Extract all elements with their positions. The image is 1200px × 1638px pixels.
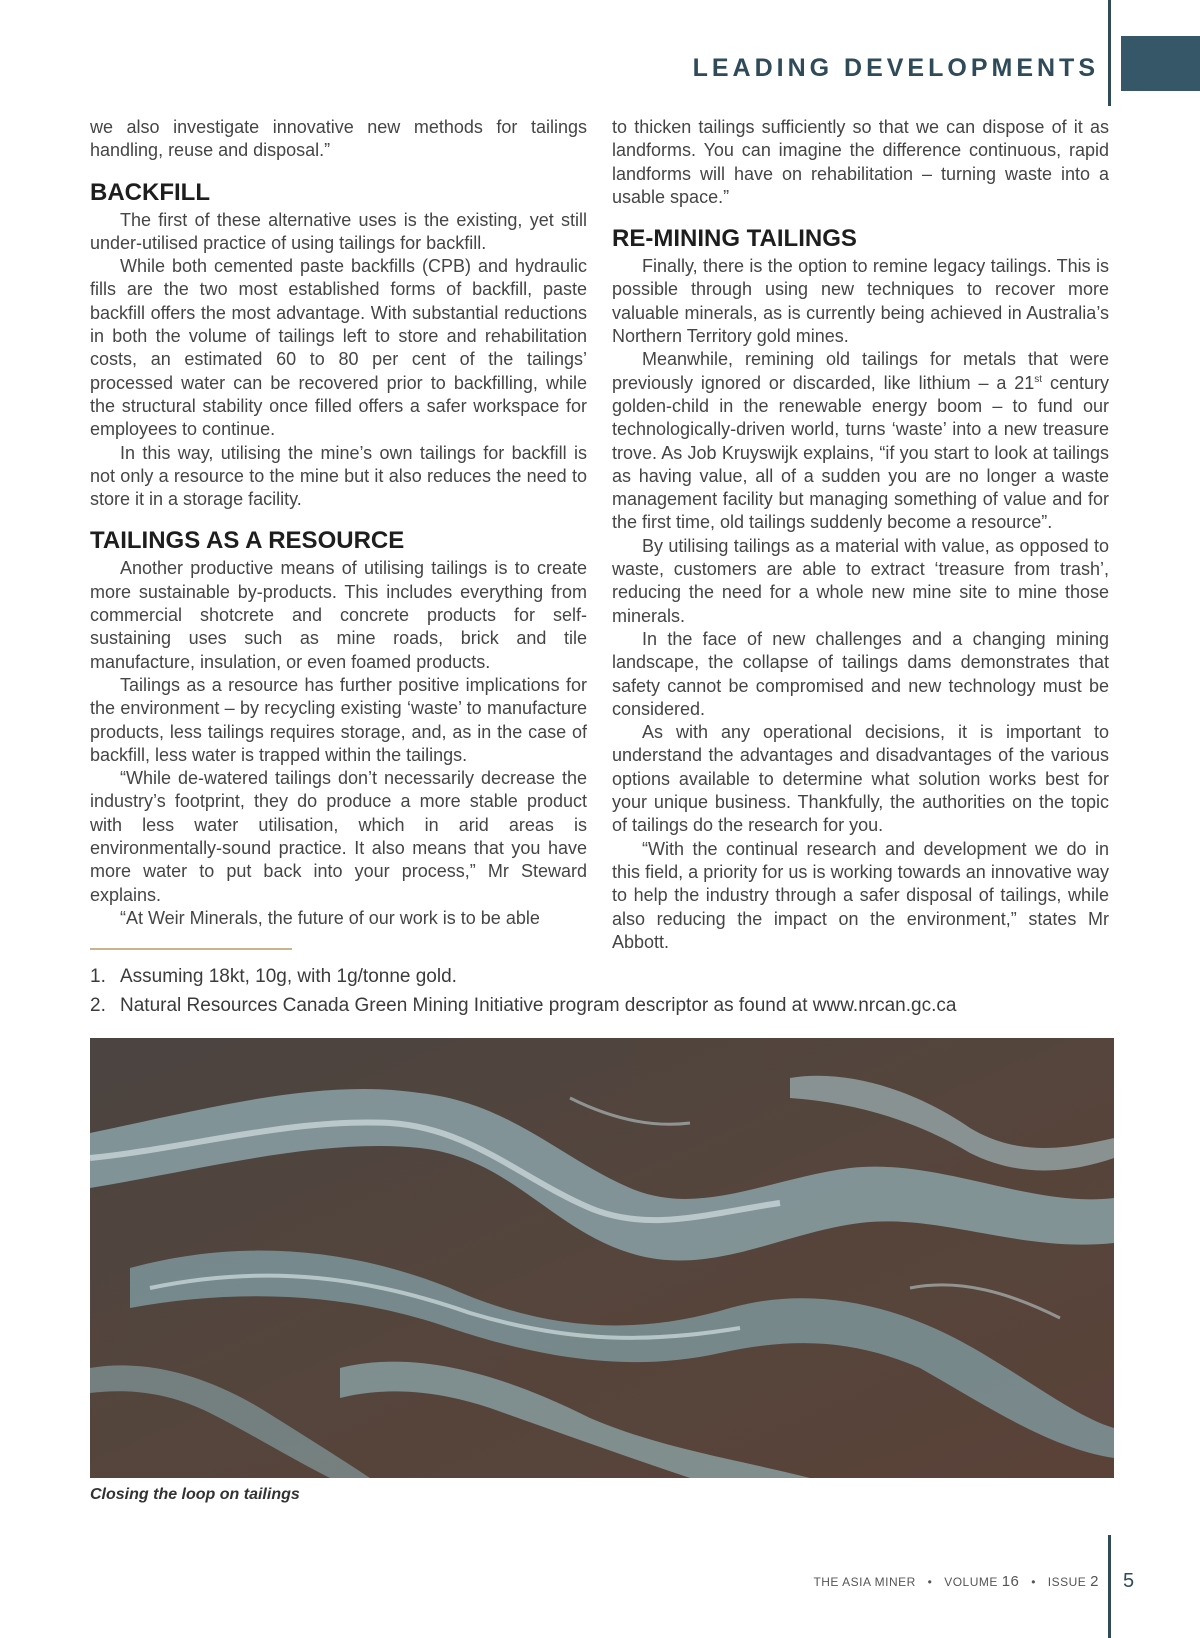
backfill-paragraph-3: In this way, utilising the mine’s own tailings for backfill is not only a resource to the mine but it also reduces the need to store it in a storage facility. [90, 442, 587, 510]
remining-paragraph-6: “With the continual research and development we do in this field, a priority for us is working towards an innovative way to help the industry through a safer disposal of tailings, while also reducing the impact on the environment,” states Mr Abbott. [612, 838, 1109, 952]
issue-number: 2 [1090, 1573, 1099, 1590]
aerial-landscape-illustration [90, 1038, 1114, 1478]
right-column [612, 116, 1109, 954]
header-vertical-rule [1108, 0, 1111, 106]
publication-name: THE ASIA MINER [813, 1575, 916, 1589]
remining-paragraph-5: As with any operational decisions, it is important to understand the advantages and disadvantages of the various options available to determine what solution works best for your unique business. Thankfully, the authorities on the topic of tailings do the research for you. [612, 722, 1109, 836]
remining-paragraph-3: By utilising tailings as a material with value, as opposed to waste, customers are able to extract ‘treasure from trash’, reducing the need for a whole new mine site to mine those minerals. [612, 535, 1109, 626]
left-column [90, 116, 587, 930]
remining-paragraph-4: In the face of new challenges and a changing mining landscape, the collapse of tailings dams demonstrates that safety cannot be compromised and new technology must be considered. [612, 628, 1109, 719]
footnote-item [90, 991, 956, 1020]
backfill-paragraph-1: The first of these alternative uses is the existing, yet still under-utilised practice of using tailings for backfill. [90, 209, 587, 253]
footnote-number: 2. [90, 995, 106, 1016]
right-intro-paragraph: to thicken tailings sufficiently so that we can dispose of it as landforms. You can imagine the difference continuous, rapid landforms will have on rehabilitation – turning waste into a usable space.” [612, 117, 1109, 207]
ordinal-suffix: st [1034, 373, 1043, 385]
remining-heading: RE-MINING TAILINGS [612, 225, 857, 253]
resource-paragraph-3: “While de-watered tailings don’t necessarily decrease the industry’s footprint, they do produce a more stable product with less water utilisation, which in arid areas is environmentally-sound practice. It also means that you have more water to put back into your process,” Mr Steward explains. [90, 768, 587, 905]
footnote-number: 1. [90, 966, 106, 987]
remining-p2-part-a: Meanwhile, remining old tailings for metals that were previously ignored or discarded, like lithium – a 21 [612, 349, 1109, 393]
footnote-divider [90, 948, 292, 950]
remining-paragraph-2 [612, 348, 1109, 534]
resource-heading: TAILINGS AS A RESOURCE [90, 527, 405, 555]
resource-paragraph-2: Tailings as a resource has further positive implications for the environment – by recycling existing ‘waste’ to manufacture products, less tailings requires storage, and, as in the case of backfill, less water is trapped within the tailings. [90, 674, 587, 765]
footer-vertical-rule [1108, 1535, 1111, 1638]
tailings-aerial-photo [90, 1038, 1114, 1478]
remining-paragraph-1: Finally, there is the option to remine legacy tailings. This is possible through using new techniques to recover more valuable minerals, as is currently being achieved in Australia’s Northern Territory gold mines. [612, 256, 1109, 347]
resource-paragraph-1: Another productive means of utilising tailings is to create more sustainable by-products. This includes everything from commercial shotcrete and concrete products for self-sustaining uses such as mine roads, brick and tile manufacture, insulation, or even foamed products. [90, 558, 587, 672]
photo-caption: Closing the loop on tailings [90, 1486, 300, 1503]
page-footer [813, 1573, 1099, 1590]
issue-label: ISSUE [1047, 1575, 1087, 1589]
footer-separator: • [927, 1575, 933, 1589]
backfill-paragraph-2: While both cemented paste backfills (CPB) and hydraulic fills are the two most established forms of backfill, paste backfill offers the most advantage. With substantial reductions in both the volume of tailings left to store and rehabilitation costs, an estimated 60 to 80 per cent of the tailings’ processed water can be recovered prior to backfilling, while the structural stability once filled offers a safer workspace for employees to continue. [90, 256, 587, 440]
footnote-list [90, 962, 956, 1020]
footnote-text: Natural Resources Canada Green Mining Initiative program descriptor as found at www.nrcan.gc.ca [120, 995, 957, 1016]
footer-separator: • [1031, 1575, 1036, 1589]
backfill-heading: BACKFILL [90, 178, 210, 206]
resource-paragraph-4: “At Weir Minerals, the future of our work is to be able [120, 907, 540, 928]
footnote-item [90, 962, 956, 991]
section-tab [1121, 36, 1200, 91]
volume-number: 16 [1001, 1573, 1020, 1590]
page-number: 5 [1123, 1570, 1135, 1592]
left-intro-paragraph: we also investigate innovative new methods for tailings handling, reuse and disposal.” [90, 117, 587, 161]
footnote-text: Assuming 18kt, 10g, with 1g/tonne gold. [120, 966, 457, 987]
section-title: LEADING DEVELOPMENTS [692, 54, 1099, 82]
volume-label: VOLUME [944, 1575, 998, 1589]
remining-p2-part-b: century golden-child in the renewable energy boom – to fund our technologically-driven world, turns ‘waste’ into a new treasure trove. As Job Kruyswijk explains, “if you start to look at tailings as having value, all of a sudden you are no longer a waste management facility but managing something of value and for the first time, old tailings suddenly become a resource”. [612, 372, 1109, 533]
